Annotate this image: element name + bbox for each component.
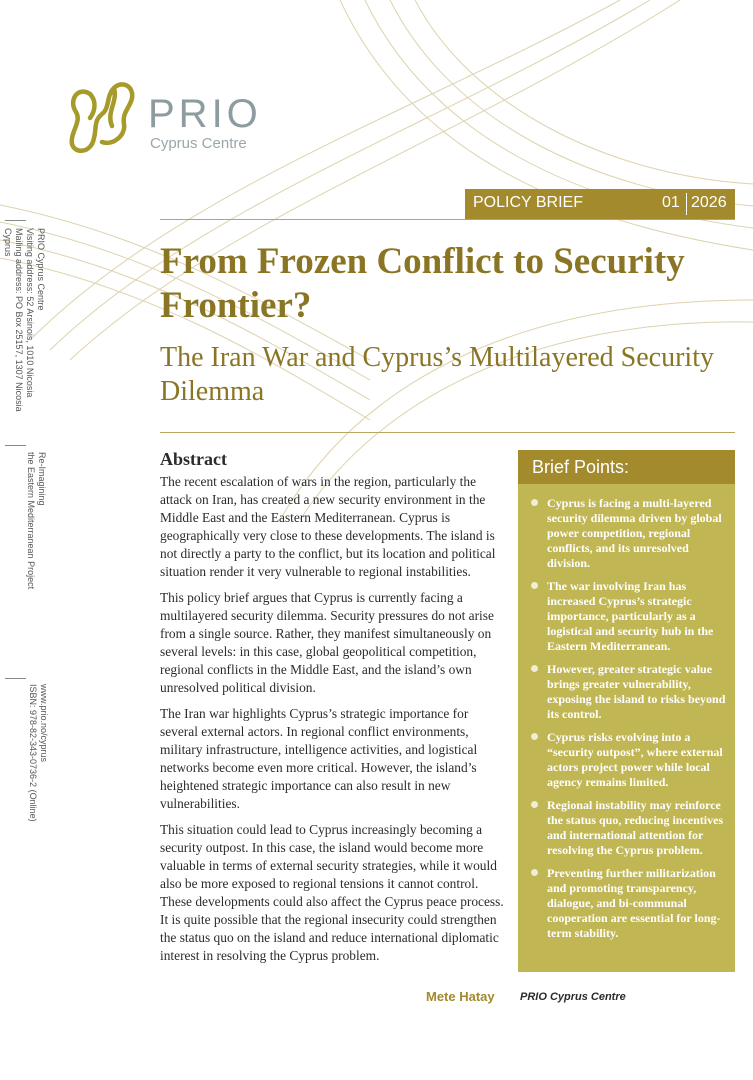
brief-points-box xyxy=(518,450,735,972)
brief-year: 2026 xyxy=(691,194,727,211)
bullet-icon xyxy=(531,499,538,506)
author-name: Mete Hatay xyxy=(426,989,495,1004)
list-item xyxy=(528,662,730,722)
bullet-icon xyxy=(531,869,538,876)
list-item xyxy=(528,579,730,654)
abstract-heading: Abstract xyxy=(160,449,227,469)
list-item xyxy=(528,730,730,790)
header-rule xyxy=(160,219,735,220)
brief-number: 01 xyxy=(662,194,680,211)
abstract-paragraph: The Iran war highlights Cyprus’s strategic importance for several external actors. In regional conflict environments, military infrastructure, intelligence activities, and logistical networks become even more critical. However, the island’s heightened strategic importance can also result in new vulnerabilities. xyxy=(160,706,478,811)
abstract-body xyxy=(160,473,507,973)
policy-brief-bar xyxy=(465,189,735,219)
list-item xyxy=(528,496,730,571)
title-rule xyxy=(160,432,735,433)
list-item xyxy=(528,866,730,941)
list-item xyxy=(528,798,730,858)
brief-points-heading: Brief Points: xyxy=(532,457,630,477)
bullet-icon xyxy=(531,665,538,672)
bullet-icon xyxy=(531,801,538,808)
logo-subtitle: Cyprus Centre xyxy=(150,135,247,152)
abstract-paragraph: This situation could lead to Cyprus increasingly becoming a security outpost. In this case, the island would become more valuable in terms of external security strategies, while it would also be more exposed to regional tensions it cannot control. These developments could also affect the Cyprus peace process. It is quite possible that the regional insecurity could strengthen the status quo on the island and reduce international diplomatic interest in resolving the Cyprus problem. xyxy=(160,822,504,963)
page-subtitle: The Iran War and Cyprus’s Multilayered Security Dilemma xyxy=(160,342,714,407)
prio-logo-mark-icon xyxy=(62,72,148,158)
abstract-paragraph: This policy brief argues that Cyprus is currently facing a multilayered security dilemma. Security pressures do not arise from a single source. Rather, they manifest simultaneously on several levels: in this case, global geopolitical competition, regional conflicts in the Middle East, and the island’s own unresolved political division. xyxy=(160,590,494,695)
brief-point-text: However, greater strategic value brings greater vulnerability, exposing the island to risks beyond its control. xyxy=(547,662,726,721)
bullet-icon xyxy=(531,582,538,589)
sidebar-address: PRIO Cyprus Centre Visiting address: 52 Arsinois, 1010 Nicosia Mailing address: PO Box 25157, 1307 Nicosia Cyprus xyxy=(3,228,46,412)
sidebar-divider xyxy=(5,220,26,221)
brief-point-text: Regional instability may reinforce the status quo, reducing incentives and international attention for resolving the Cyprus problem. xyxy=(547,798,724,857)
brief-point-text: Preventing further militarization and promoting transparency, dialogue, and bi-communal cooperation are essential for long-term stability. xyxy=(547,866,721,940)
sidebar-web: www.prio.no/cyprus ISBN: 978-82-343-0736-2 (Online) xyxy=(28,684,49,822)
page-title: From Frozen Conflict to Security Frontier? xyxy=(160,241,685,326)
sidebar-divider xyxy=(5,678,26,679)
author-affiliation: PRIO Cyprus Centre xyxy=(520,991,626,1003)
brief-points-header xyxy=(518,450,735,484)
bar-separator xyxy=(686,193,687,215)
abstract-paragraph: The recent escalation of wars in the region, particularly the attack on Iran, has created a new security environment in the Middle East and the Eastern Mediterranean. Cyprus is geographically very close to these developments. The island is not directly a party to the conflict, but its location and political situation render it very vulnerable to regional instabilities. xyxy=(160,474,496,579)
sidebar-divider xyxy=(5,445,26,446)
sidebar-project: Re-Imagining the Eastern Mediterranean Project xyxy=(26,452,47,590)
brief-point-text: Cyprus is facing a multi-layered security dilemma driven by global power competition, regional conflicts, and its unresolved division. xyxy=(547,496,722,570)
brief-point-text: Cyprus risks evolving into a “security outpost”, where external actors project power while local agency remains limited. xyxy=(547,730,723,789)
brief-points-list xyxy=(528,496,730,949)
brief-point-text: The war involving Iran has increased Cyprus’s strategic importance, particularly as a logistical and security hub in the Eastern Mediterranean. xyxy=(547,579,714,653)
bullet-icon xyxy=(531,733,538,740)
logo-name: PRIO xyxy=(148,92,262,136)
policy-brief-label: POLICY BRIEF xyxy=(473,194,583,211)
